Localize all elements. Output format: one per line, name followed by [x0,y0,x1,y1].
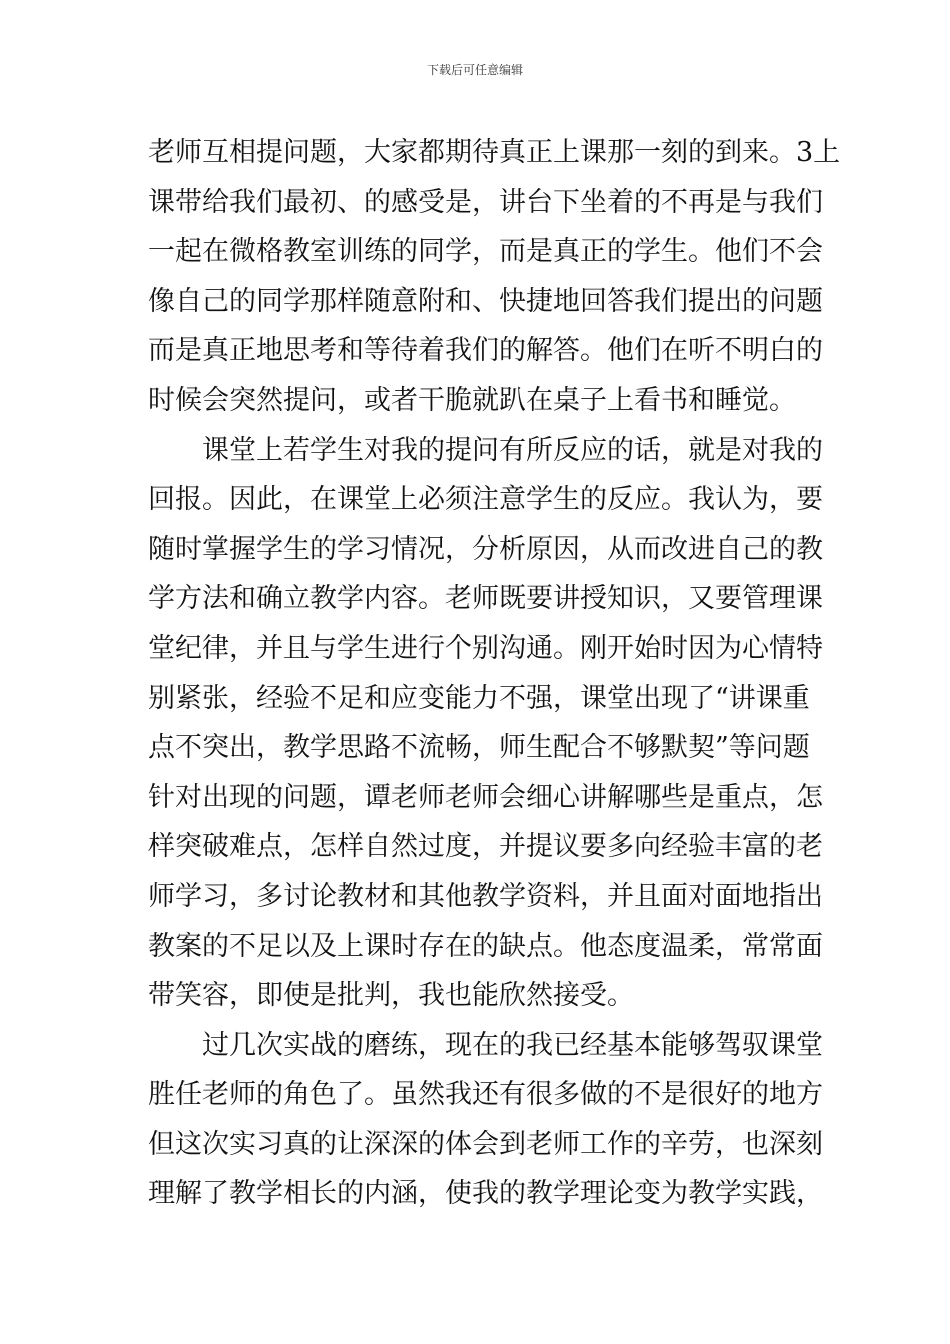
text-line: 理解了教学相长的内涵，使我的教学理论变为教学实践， [148,1178,823,1210]
text-line: 回报。因此，在课堂上必须注意学生的反应。我认为，要 [148,484,823,516]
text-line: 课堂上若学生对我的提问有所反应的话，就是对我的 [202,434,823,466]
text-line: 教案的不足以及上课时存在的缺点。他态度温柔，常常面 [148,930,823,962]
text-line: 过几次实战的磨练，现在的我已经基本能够驾驭课堂 [202,1029,823,1061]
text-line: 点不突出，教学思路不流畅，师生配合不够默契”等问题 [148,732,810,764]
text-line: 像自己的同学那样随意附和、快捷地回答我们提出的问题 [148,285,823,317]
document-body [148,128,841,1219]
text-line: 而是真正地思考和等待着我们的解答。他们在听不明白的 [148,335,823,367]
text-line: 时候会突然提问，或者干脆就趴在桌子上看书和睡觉。 [148,384,796,416]
text-line: 一起在微格教室训练的同学，而是真正的学生。他们不会 [148,236,823,268]
text-line: 胜任老师的角色了。虽然我还有很多做的不是很好的地方 [148,1079,823,1111]
text-line: 学方法和确立教学内容。老师既要讲授知识，又要管理课 [148,583,823,615]
text-line: 堂纪律，并且与学生进行个别沟通。刚开始时因为心情特 [148,632,823,664]
text-line: 针对出现的问题，谭老师老师会细心讲解哪些是重点，怎 [148,781,823,813]
text-line: 样突破难点，怎样自然过度，并提议要多向经验丰富的老 [148,831,823,863]
text-line: 课带给我们最初、的感受是，讲台下坐着的不再是与我们 [148,186,823,218]
text-line: 老师互相提问题，大家都期待真正上课那一刻的到来。3上 [148,137,841,168]
text-line: 带笑容，即使是批判，我也能欣然接受。 [148,980,634,1012]
text-line: 但这次实习真的让深深的体会到老师工作的辛劳，也深刻 [148,1128,823,1160]
text-line: 别紧张，经验不足和应变能力不强，课堂出现了“讲课重 [148,682,810,714]
page-header: 下载后可任意编辑 [426,63,523,77]
text-line: 随时掌握学生的学习情况，分析原因，从而改进自己的教 [148,533,823,565]
text-line: 师学习，多讨论教材和其他教学资料，并且面对面地指出 [148,880,823,912]
